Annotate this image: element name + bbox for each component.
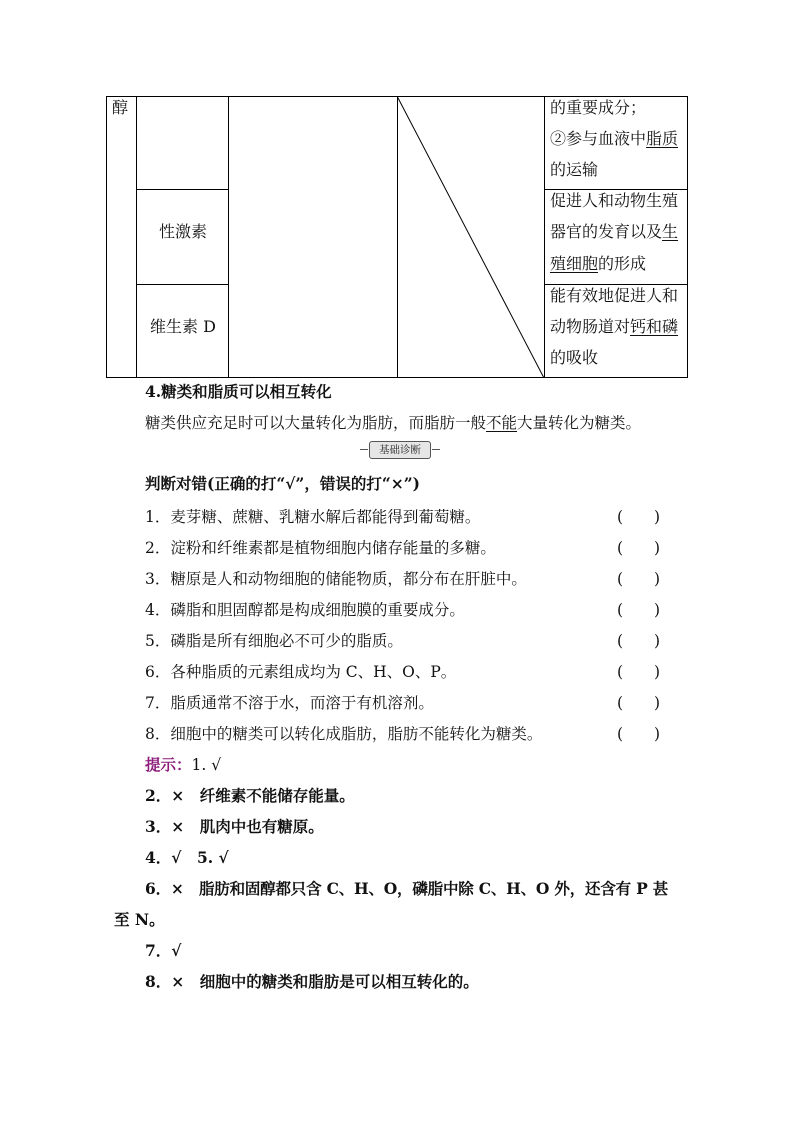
hint-answer-6-line-2: 至 N。 [114,910,165,929]
vitamin-d-function-line-2 [550,311,678,342]
question-item: 6．各种脂质的元素组成均为 C、H、O、P。 [145,663,457,681]
hint-answer-8: 8．× 细胞中的糖类和脂肪是可以相互转化的。 [145,972,479,991]
table-row-divider-2a [136,284,229,285]
underlined-term: 不能 [486,414,518,432]
answer-blank[interactable]: ( ) [617,601,661,619]
cholesterol-function-line-3: 的运输 [550,160,599,179]
hint-answer-1 [145,753,221,775]
table-border-right [687,96,688,378]
question-item: 7．脂质通常不溶于水，而溶于有机溶剂。 [145,694,434,712]
section-4-heading: 4.糖类和脂质可以相互转化 [145,382,332,401]
answer-blank[interactable]: ( ) [617,632,661,650]
text-span: 大量转化为糖类。 [517,414,642,432]
hint-answer-6-line-1: 6．× 脂肪和固醇都只含 C、H、O，磷脂中除 C、H、O 外，还含有 P 甚 [145,879,669,898]
question-item: 8．细胞中的糖类可以转化成脂肪，脂肪不能转化为糖类。 [145,725,543,743]
sex-hormone-function-line-2 [550,216,678,247]
cholesterol-function-line-2 [550,123,678,154]
answer-blank[interactable]: ( ) [617,508,661,526]
vitamin-d-function-line-3: 的吸收 [550,348,599,367]
hint-answer-4-5: 4．√ 5. √ [145,848,229,867]
text-span: 动物肠道对 [550,317,631,336]
question-item: 3．糖原是人和动物细胞的储能物质，都分布在肝脏中。 [145,570,527,588]
sex-hormone-function-line-3 [550,248,646,279]
table-name-sex-hormone: 性激素 [158,222,207,241]
question-item: 1．麦芽糖、蔗糖、乳糖水解后都能得到葡萄糖。 [145,508,481,526]
underlined-term: 钙和磷 [630,317,679,336]
sex-hormone-function-line-1: 促进人和动物生殖 [550,191,679,210]
question-item: 4．磷脂和胆固醇都是构成细胞膜的重要成分。 [145,601,465,619]
hint-label: 提示： [145,755,192,774]
answer-blank[interactable]: ( ) [617,694,661,712]
answer-blank[interactable]: ( ) [617,725,661,743]
table-row-divider-1a [136,189,229,190]
table-category-char: 醇 [112,98,129,117]
text-span: 糖类供应充足时可以大量转化为脂肪，而脂肪一般 [145,414,487,432]
hint-answer-7: 7．√ [145,941,182,960]
underlined-term: 脂质 [646,129,679,148]
cholesterol-function-line-1: 的重要成分； [550,98,647,117]
answer-blank[interactable]: ( ) [617,539,661,557]
text-span: 的形成 [598,254,647,273]
text-span: 1. √ [191,756,222,774]
table-empty-cell-diagonal [397,96,545,378]
hint-answer-2: 2．× 纤维素不能储存能量。 [145,786,355,805]
text-span: ②参与血液中 [550,129,647,148]
text-span: 器官的发育以及 [550,222,663,241]
basic-diagnosis-badge: 基础诊断 [369,441,431,459]
section-4-body [145,411,641,433]
hint-answer-3: 3．× 肌肉中也有糖原。 [145,817,324,836]
vitamin-d-function-line-1: 能有效地促进人和 [550,286,679,305]
question-item: 5．磷脂是所有细胞必不可少的脂质。 [145,632,403,650]
underlined-term: 生 [662,222,679,241]
table-name-vitamin-d: 维生素 D [150,317,216,336]
instruction-text: 判断对错(正确的打“√”，错误的打“×”) [145,474,421,493]
answer-blank[interactable]: ( ) [617,570,661,588]
question-item: 2．淀粉和纤维素都是植物细胞内储存能量的多糖。 [145,539,496,557]
answer-blank[interactable]: ( ) [617,663,661,681]
table-border-left [106,96,107,378]
underlined-term: 殖细胞 [550,254,599,273]
